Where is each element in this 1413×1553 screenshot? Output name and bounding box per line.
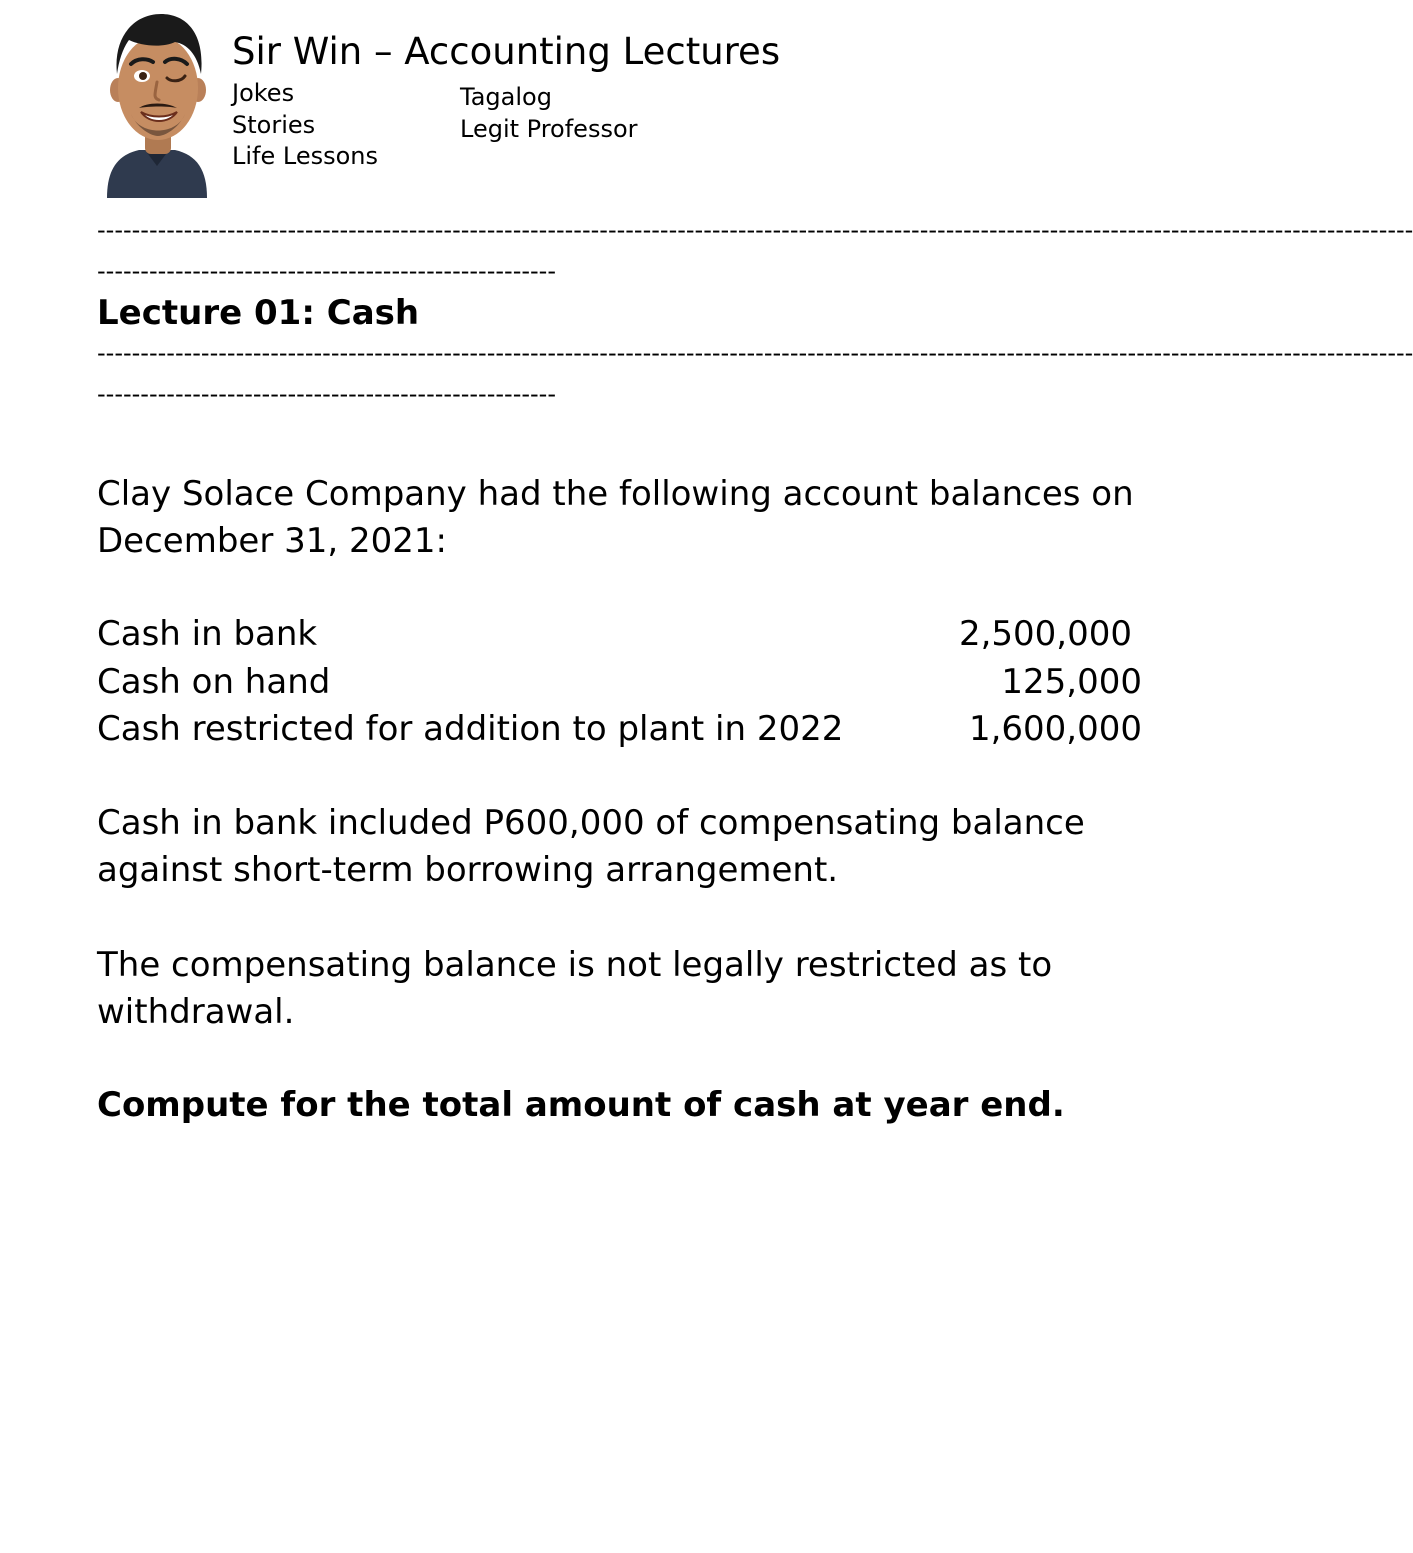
tag-legit-professor: Legit Professor bbox=[460, 114, 638, 143]
lecture-title: Lecture 01: Cash bbox=[97, 293, 420, 333]
balance-label: Cash restricted for addition to plant in 2022 bbox=[97, 709, 844, 749]
balance-list bbox=[97, 611, 1142, 754]
dashed-divider-top bbox=[97, 210, 1413, 292]
divider-line: ----------------------------------------------------- bbox=[97, 380, 556, 408]
balance-label: Cash in bank bbox=[97, 614, 318, 654]
document-page bbox=[97, 0, 1413, 1163]
question-prompt: Compute for the total amount of cash at year end. bbox=[97, 1084, 1065, 1125]
balance-amount: 125,000 bbox=[1001, 661, 1142, 702]
divider-line: ----------------------------------------------------- bbox=[97, 257, 556, 285]
balance-label: Cash on hand bbox=[97, 661, 331, 702]
balance-row bbox=[97, 659, 1142, 707]
site-title: Sir Win – Accounting Lectures bbox=[232, 30, 781, 73]
page-header bbox=[97, 0, 1142, 200]
balance-amount: 1,600,000 bbox=[968, 709, 1142, 749]
divider-line: -------------------------------------------------------------------------------------------------------------------------------------------------------- bbox=[97, 216, 1413, 244]
tag-life-lessons: Life Lessons bbox=[232, 142, 379, 170]
compensating-balance-note: Cash in bank included P600,000 of compensating balance against short-term borrowing arrangement. bbox=[97, 802, 1085, 890]
tag-list-left bbox=[232, 78, 378, 173]
restriction-note: The compensating balance is not legally restricted as to withdrawal. bbox=[97, 944, 1053, 1032]
avatar bbox=[105, 10, 209, 198]
tag-list-right bbox=[460, 82, 638, 145]
balance-row bbox=[97, 706, 1142, 754]
balance-amount: 2,500,000 bbox=[958, 614, 1132, 654]
dashed-divider-bottom bbox=[97, 333, 1413, 415]
tag-jokes: Jokes bbox=[232, 79, 295, 107]
balance-row bbox=[97, 611, 1142, 659]
problem-intro: Clay Solace Company had the following account balances on December 31, 2021: bbox=[97, 474, 1134, 561]
tag-stories: Stories bbox=[232, 110, 316, 139]
divider-line: -------------------------------------------------------------------------------------------------------------------------------------------------------- bbox=[97, 339, 1413, 367]
tag-tagalog: Tagalog bbox=[460, 83, 552, 111]
